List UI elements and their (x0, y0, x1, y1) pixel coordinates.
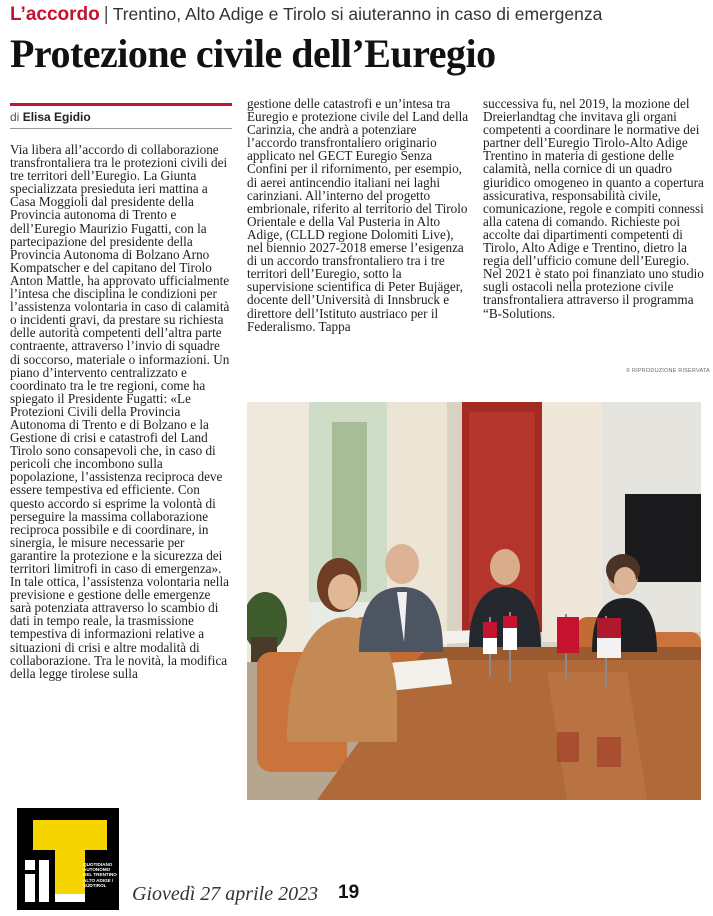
meeting-photo (247, 402, 701, 800)
logo-caption-line: QUOTIDIANO (83, 862, 113, 867)
il-t-logo-icon (17, 808, 119, 910)
byline-rule-thin (10, 128, 232, 129)
byline-rule-red (10, 103, 232, 106)
kicker (10, 4, 710, 30)
byline (10, 110, 91, 124)
logo-caption-line: DEL TRENTINO (83, 872, 117, 878)
issue-date: Giovedì 27 aprile 2023 (132, 883, 319, 905)
kicker-subtitle: Trentino, Alto Adige e Tirolo si aiuteranno in caso di emergenza (112, 4, 603, 24)
headline: Protezione civile dell’Euregio (10, 31, 496, 76)
page-number: 19 (338, 882, 360, 903)
section-rubric: L’accordo (10, 4, 100, 25)
newspaper-logo (17, 808, 119, 910)
logo-caption (83, 862, 117, 888)
article-column-1: Via libera all’accordo di collaborazione transfrontaliera tra le protezioni civili dei tre territori dell’Euregio. La Giunta specializzata presieduta ieri mattina a Casa Moggioli dal presidente della Provincia autonoma di Trento e dell’Euregio Maurizio Fugatti, con la partecipazione del presidente della Provincia Autonoma di Bolzano Arno Kompatscher e del capitano del Tirolo Anton Mattle, ha approvato ufficialmente l’intesa che disciplina le condizioni per l’assistenza volontaria in caso di calamità o incidenti gravi, da prestare su richiesta delle autorità competenti dell’altra parte contraente, attraverso l’invio di squadre di soccorso, materiale o informazioni. Un piano d’intervento centralizzato e coordinato tra le tre regioni, come ha spiegato il Presidente Fugatti: «Le Protezioni Civili della Provincia Autonoma di Trento e di Bolzano e la Gestione di crisi e catastrofi del Land Tirolo sono consapevoli che, in caso di pericoli che incombono sulla popolazione, l’assistenza reciproca deve essere tempestiva ed efficiente. Con questo accordo si esprime la volontà di perseguire la massima collaborazione reciproca possibile e di coordinare, in sinergia, le misure necessarie per garantire la protezione e la sicurezza dei territori limitrofi in caso di emergenza». In tale ottica, l’assistenza volontaria nella previsione e gestione delle emergenze sarà potenziata attraverso lo scambio di dati in tempo reale, la trasmissione tempestiva di informazioni relative a situazioni di crisi e altre modalità di collaborazione. Tra le novità, la modifica della legge tirolese sulla (10, 143, 230, 681)
logo-caption-line: SÜDTIROL (83, 882, 107, 888)
logo-caption-line: AUTONOMO (83, 867, 111, 873)
article-column-2: gestione delle catastrofi e un’intesa tra Euregio e protezione civile del Land della Carinzia, che andrà a potenziare l’accordo transfrontaliero originario applicato nel GECT Euregio Senza Confini per il rifornimento, per esempio, di aerei antincendio italiani nei laghi carinziani. All’interno del progetto embrionale, riferito al territorio del Tirolo Orientale e della Val Pusteria in Alto Adige, (CLLD regione Dolomiti Live), nel biennio 2027-2018 emerse l’esigenza di un accordo transfrontaliero tra i tre territori dell’Euregio, sotto la supervisione scientifica di Peter Bujäger, docente dell’Università di Innsbruck e direttore dell’Istituto austriaco per il Federalismo. Tappa (247, 97, 469, 334)
logo-caption-line: ALTO ADIGE / (83, 877, 114, 883)
meeting-photo-illustration (247, 402, 701, 800)
copyright-notice: © RIPRODUZIONE RISERVATA (626, 368, 710, 374)
byline-author: Elisa Egidio (22, 110, 91, 124)
byline-prefix: di (10, 110, 20, 124)
kicker-separator: | (103, 4, 109, 25)
article-column-3: successiva fu, nel 2019, la mozione del Dreierlandtag che invitava gli organi competenti a coordinare le normative dei partner dell’Euregio Tirolo-Alto Adige Trentino in materia di gestione delle calamità, nella cornice di un quadro giuridico omogeneo in quanto a copertura assicurativa, responsabilità civile, comunicazione, regole e compiti connessi alla catena di comando. Richieste poi accolte dai dipartimenti competenti di Tirolo, Alto Adige e Trentino, dietro la regia dell’ufficio comune dell’Euregio. Nel 2021 è stato poi finanziato uno studio sugli ostacoli nella protezione civile transfrontaliera attraverso il programma “B-Solutions. (483, 97, 704, 321)
